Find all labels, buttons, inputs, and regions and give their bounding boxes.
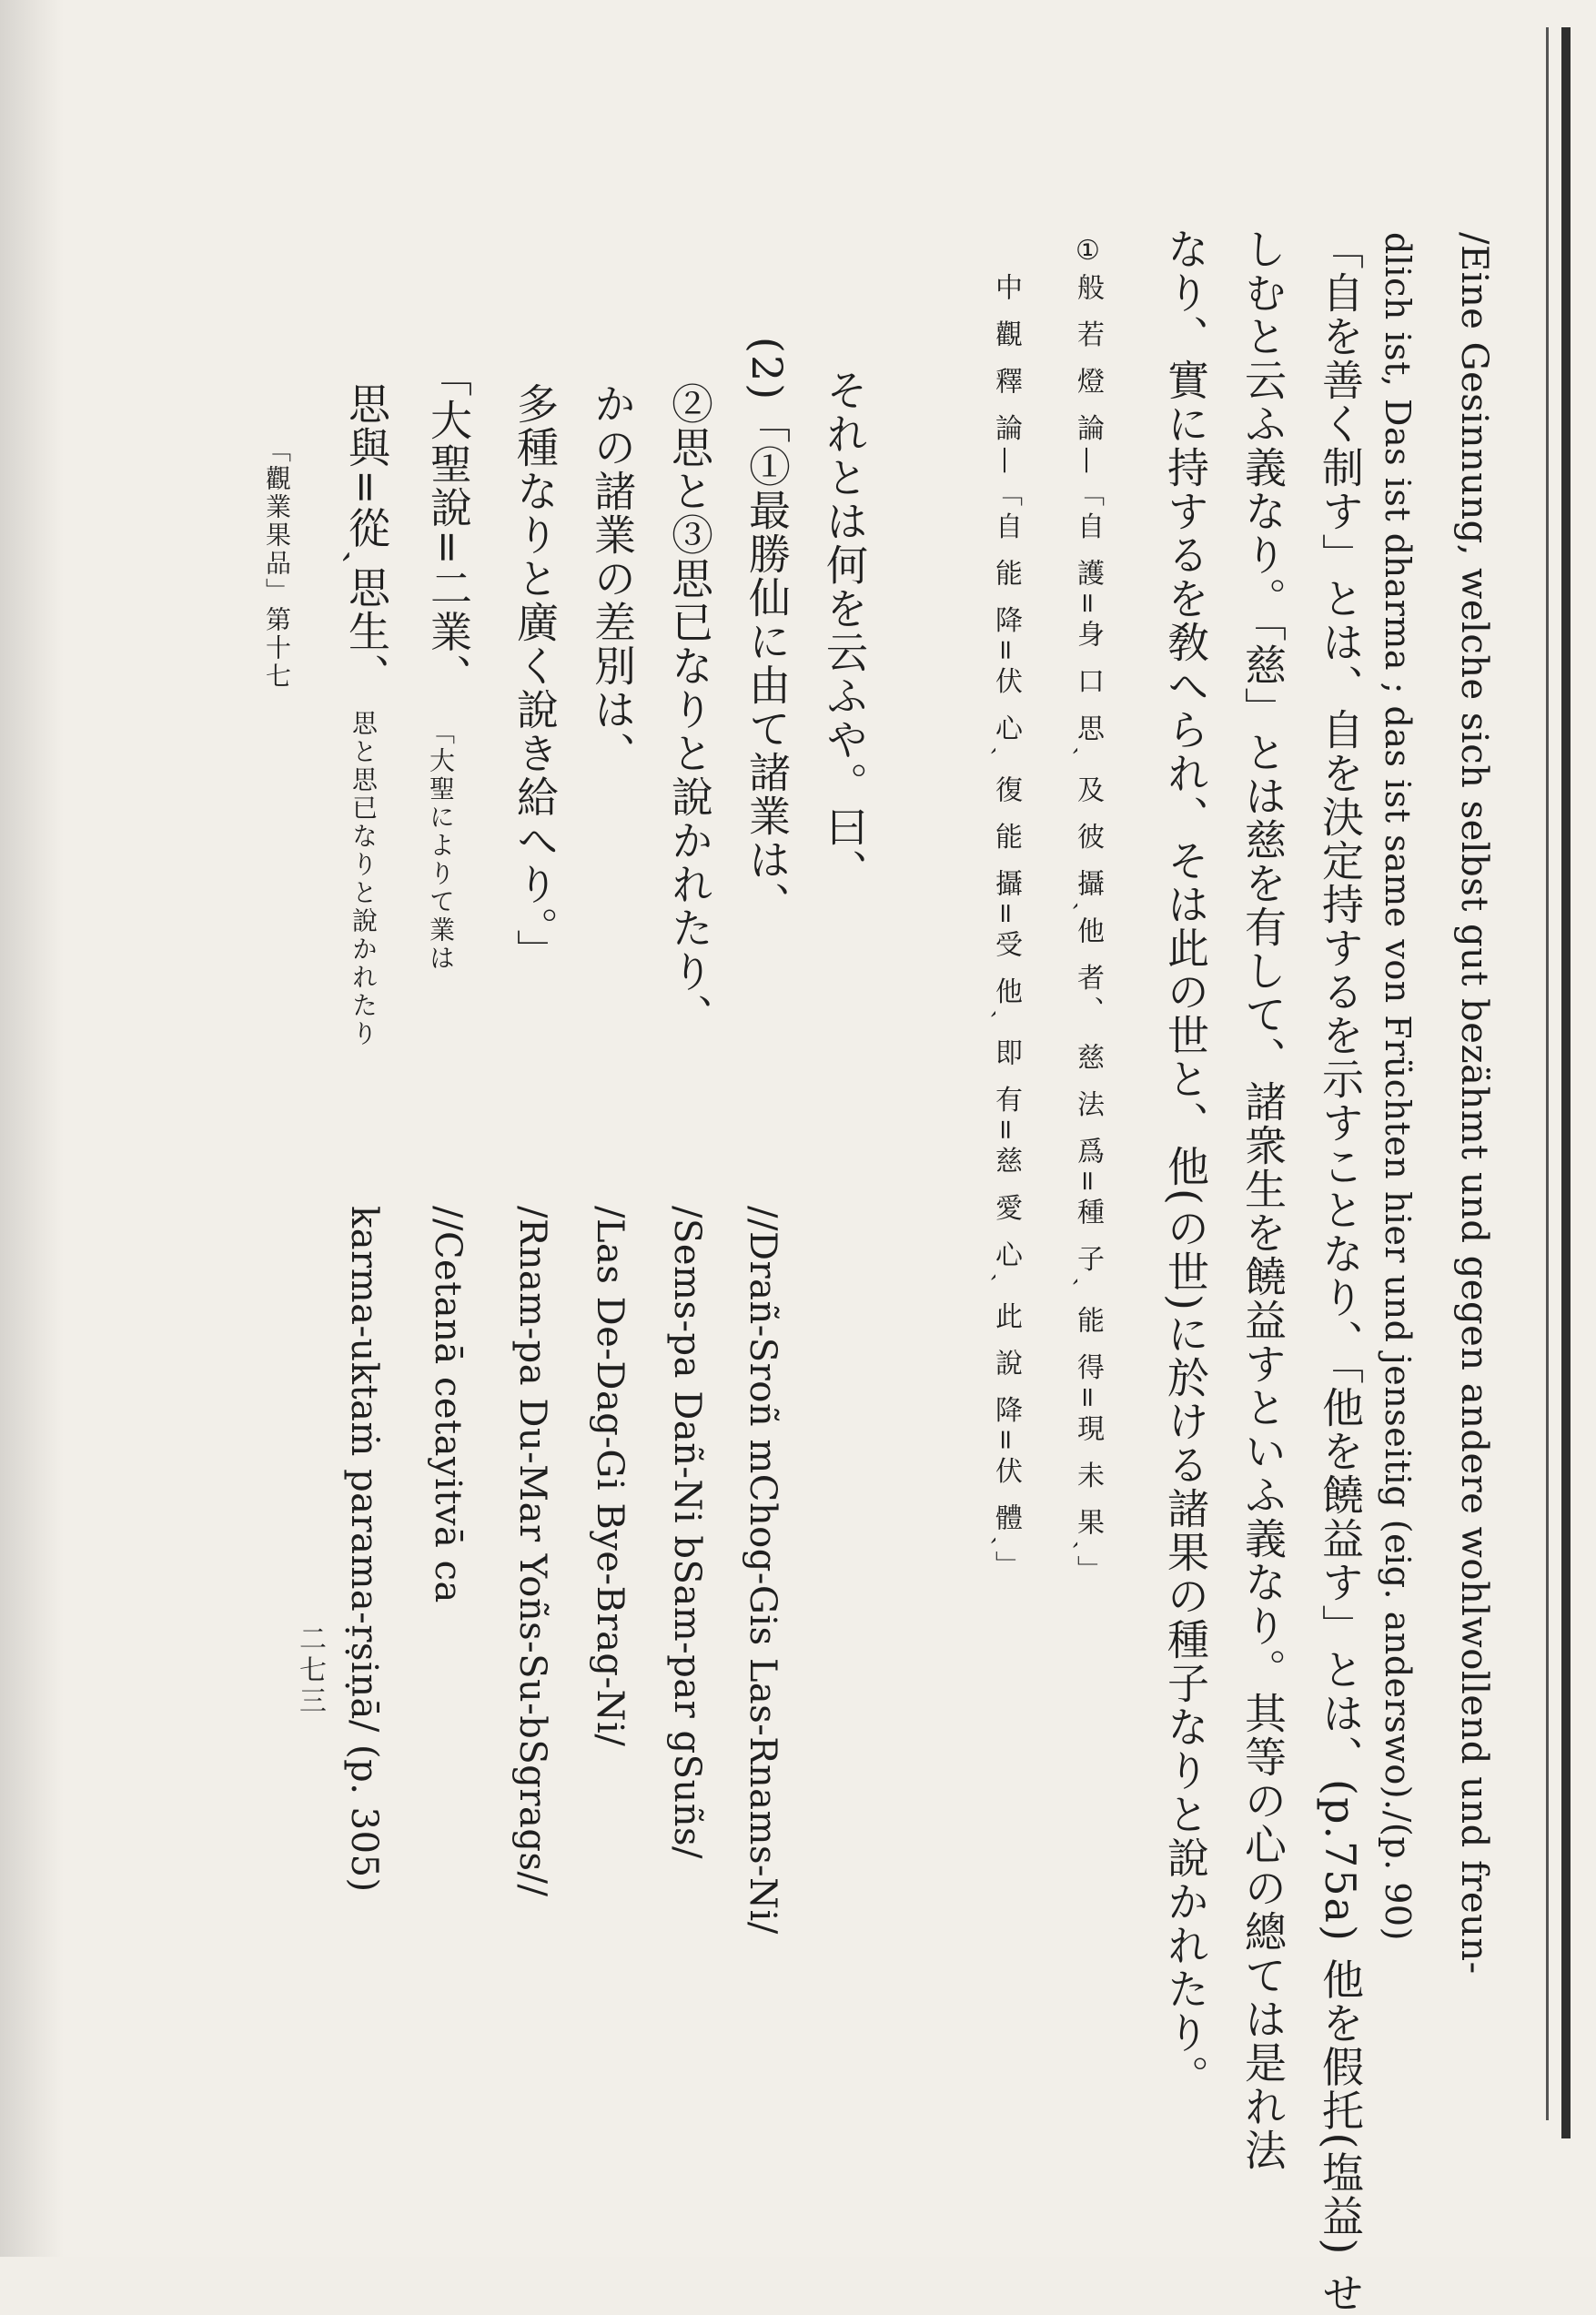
verse-line-3: かの諸業の差別は、 — [588, 382, 637, 775]
verse-line-2: ②思と③思已なりと說かれたり、 — [665, 382, 714, 1037]
source-citation: 「觀業果品」第十七 — [262, 437, 292, 691]
commentary-line-3: なり、實に持するを敎へられ、そは此の世と、他(の世)に於ける諸果の種子なりと說かれたり。 — [1161, 227, 1210, 2098]
verse-line-4: 多種なりと廣く說き給へり。」 — [510, 382, 560, 973]
page-number: 二七三 — [294, 1624, 326, 1717]
commentary-line-1: 「自を善く制す」とは、自を決定持するを示すことなり、「他を饒益す」とは、(p.75a) 他を假托(塩益) せ — [1316, 227, 1365, 2315]
commentary-line-2: しむと云ふ義なり。「慈」とは慈を有して、諸衆生を饒益すといふ義なり。其等の心の總ては是れ法 — [1238, 227, 1288, 2172]
verse-line-1: (2)「①最勝仙に由て諸業は、 — [742, 337, 792, 926]
note-line-1: 般 若 燈 論—「自 護=身 口 思ˎ 及 彼 攝ˎ他 者、 慈 法 爲=種 子ˎ 能 得=現 未 果ˎ」 — [1072, 273, 1104, 1589]
verse-line-5: 「大聖說=二業、 — [424, 355, 473, 698]
sanskrit-line-2: karma-uktaṁ parama-ṛṣiṇā/ (p. 305) — [343, 1206, 385, 1893]
tibetan-line-4: /Rnam-pa Du-Mar Yoñs-Su-bSgrags// — [511, 1206, 553, 1897]
german-line-2: dlich ist, Das ist dharma ; das ist same von Früchten hier und jenseitig (eig. anderswo)./(p. 90) — [1378, 232, 1418, 1941]
verse-line-6: 思與=從ˎ思生、 — [342, 382, 391, 697]
sanskrit-line-1: //Cetanā cetayitvā ca — [427, 1206, 469, 1603]
verse-line-5-gloss: 「大聖によりて業は — [426, 719, 456, 973]
question-line: それとは何を云ふや。曰、 — [820, 369, 869, 893]
german-line-1: /Eine Gesinnung, welche sich selbst gut bezähmt und gegen andere wohlwollend und freun- — [1453, 232, 1495, 1975]
binding-edge-rule-thin — [1546, 27, 1549, 2120]
verse-line-6-gloss: 思と思已なりと說かれたり — [348, 710, 379, 1048]
tibetan-line-2: /Sems-pa Dañ-Ni bSam-par gSuñs/ — [666, 1206, 708, 1860]
note-marker: ① — [1072, 235, 1104, 272]
tibetan-line-3: /Las De-Dag-Gi Bye-Brag-Ni/ — [589, 1206, 631, 1747]
binding-edge-rule — [1561, 27, 1571, 2138]
scan-left-shadow — [0, 0, 64, 2257]
note-line-2: 中 觀 釋 論—「自 能 降=伏 心ˎ 復 能 攝=受 他ˎ 即 有=慈 愛 心ˎ 此 說 降=伏 體ˎ」 — [990, 273, 1022, 1584]
tibetan-line-1: //Drañ-Sroñ mChog-Gis Las-Rnams-Ni/ — [742, 1206, 783, 1935]
